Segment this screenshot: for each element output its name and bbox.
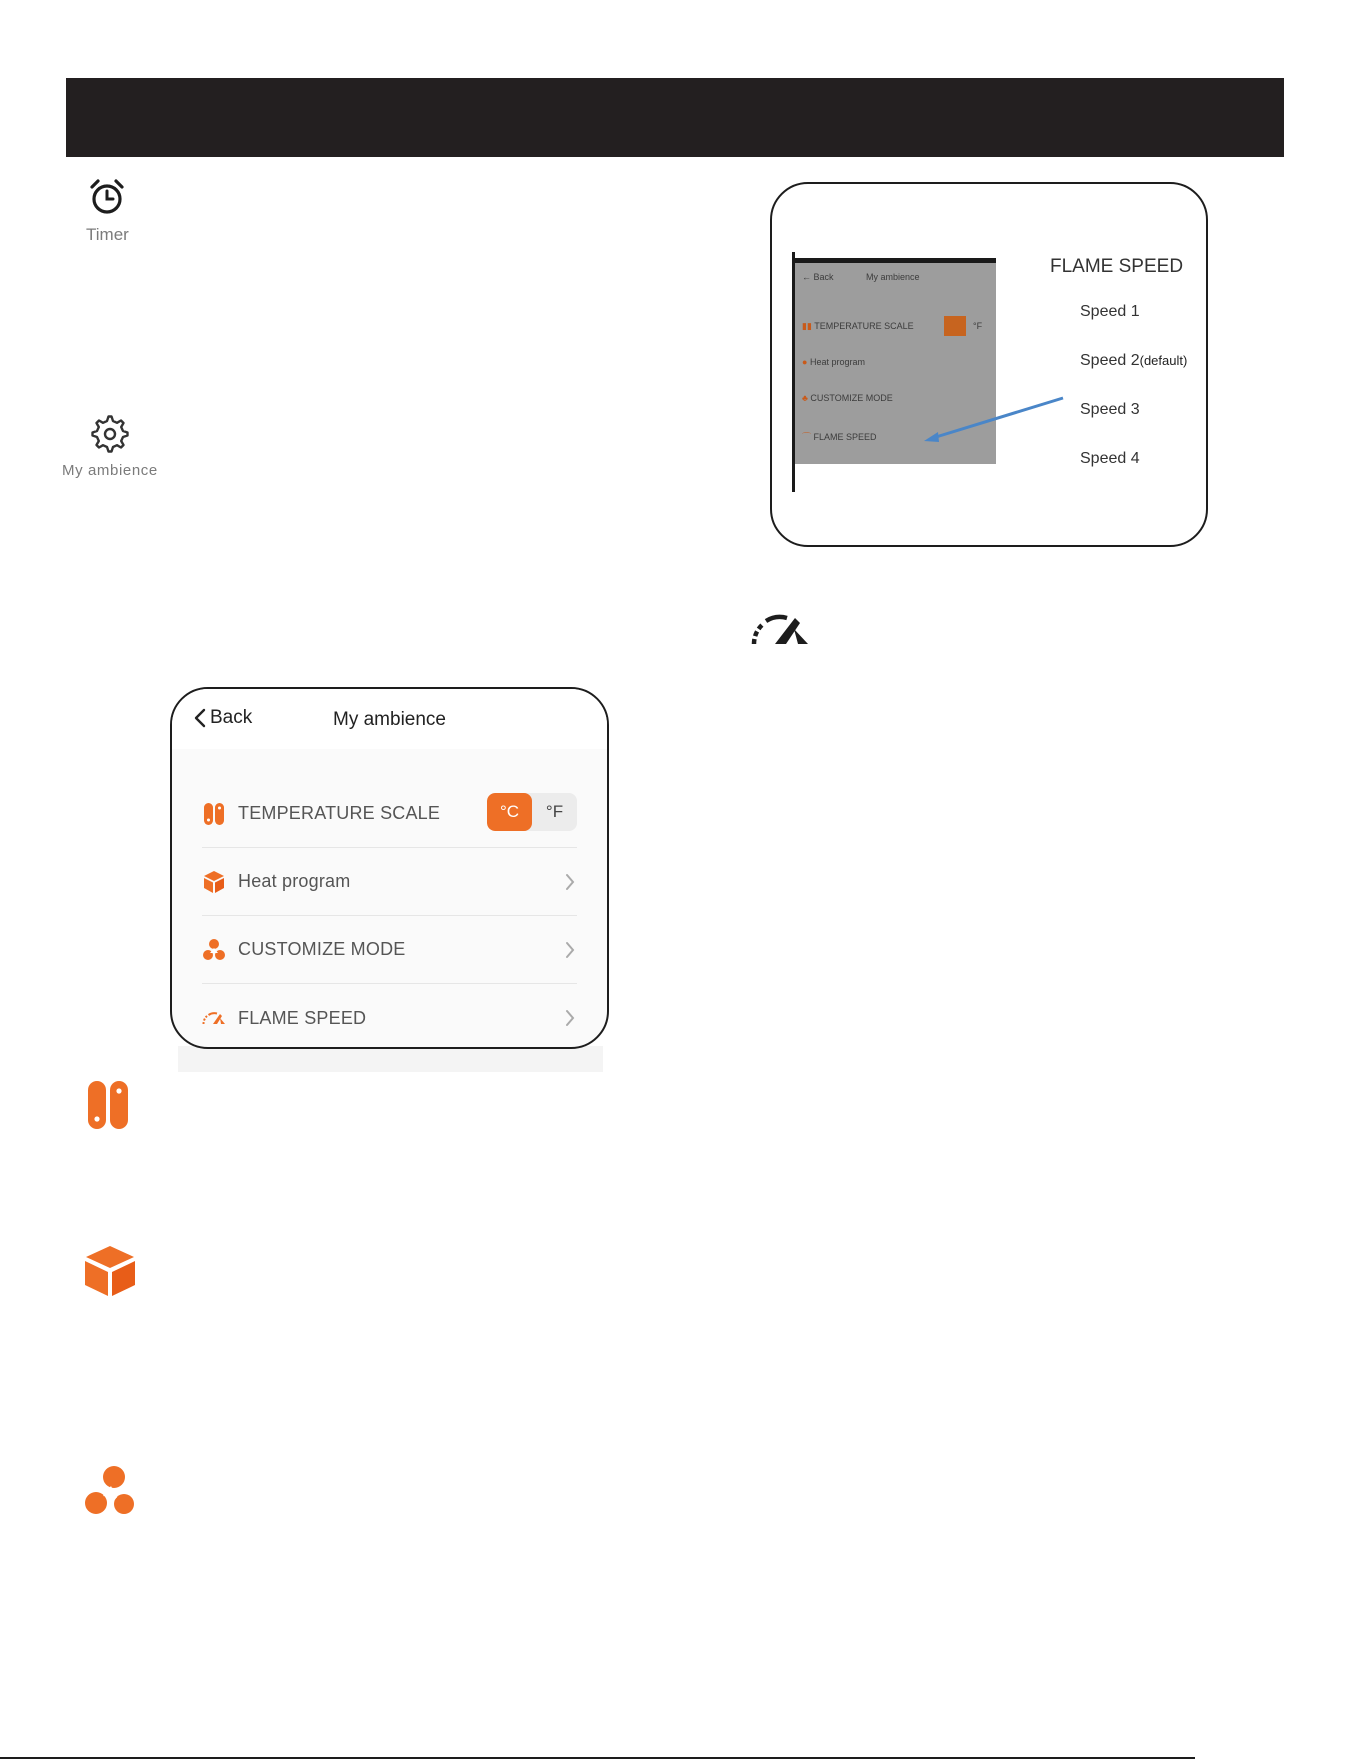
customize-mode-icon [84, 1465, 136, 1517]
temperature-scale-icon [87, 1080, 129, 1130]
header-banner [66, 78, 1284, 157]
heat-program-cube-icon [84, 1245, 136, 1297]
card-shadow [178, 1046, 603, 1072]
timer-button[interactable] [86, 177, 129, 245]
mini-fahrenheit: °F [973, 321, 983, 331]
row-customize-mode[interactable] [202, 916, 577, 984]
gear-icon [90, 414, 130, 454]
row-heat-program[interactable] [202, 848, 577, 916]
chevron-right-icon [565, 1009, 575, 1027]
mini-row: ● Heat program [802, 357, 865, 367]
celsius-option[interactable]: °C [487, 793, 532, 831]
default-note: (default) [1139, 353, 1188, 368]
alarm-clock-icon [87, 177, 127, 217]
flame-speed-options [1050, 256, 1188, 467]
cube-icon [202, 870, 226, 894]
bottom-rule [0, 1757, 1195, 1759]
speed-option-default[interactable]: Speed 2(default) [1080, 352, 1188, 369]
row-label: CUSTOMIZE MODE [238, 939, 406, 959]
mini-row: ⌒ FLAME SPEED [802, 432, 877, 442]
gauge-icon [202, 1006, 226, 1030]
nav-bar [172, 689, 607, 749]
mini-title: My ambience [866, 272, 920, 282]
fahrenheit-option[interactable]: °F [545, 802, 564, 821]
mini-row: ▮▮ TEMPERATURE SCALE [802, 321, 914, 331]
row-temperature-scale [202, 780, 577, 848]
thermometer-icon [202, 802, 226, 826]
flame-speed-gauge-icon [750, 612, 810, 646]
flame-speed-title: FLAME SPEED [1050, 256, 1184, 277]
row-flame-speed[interactable] [202, 984, 577, 1049]
my-ambience-screen [170, 687, 609, 1049]
mini-row: ♣ CUSTOMIZE MODE [802, 393, 893, 403]
chevron-right-icon [565, 941, 575, 959]
my-ambience-button[interactable] [62, 414, 158, 479]
mini-back: ← Back [802, 272, 834, 282]
temperature-scale-toggle[interactable] [487, 793, 577, 831]
speed-option[interactable]: Speed 4 [1080, 450, 1140, 467]
molecule-icon [202, 938, 226, 962]
row-label: Heat program [238, 871, 351, 891]
row-label: FLAME SPEED [238, 1007, 367, 1028]
settings-list [202, 780, 577, 1049]
screen-title: My ambience [333, 709, 446, 730]
chevron-right-icon [565, 873, 575, 891]
timer-label: Timer [86, 225, 129, 244]
row-label: TEMPERATURE SCALE [238, 803, 441, 823]
back-label: Back [210, 707, 253, 728]
speed-option[interactable]: Speed 1 [1080, 303, 1140, 320]
flame-speed-card [770, 182, 1208, 547]
my-ambience-label: My ambience [62, 462, 158, 479]
speed-option[interactable]: Speed 3 [1080, 401, 1140, 418]
